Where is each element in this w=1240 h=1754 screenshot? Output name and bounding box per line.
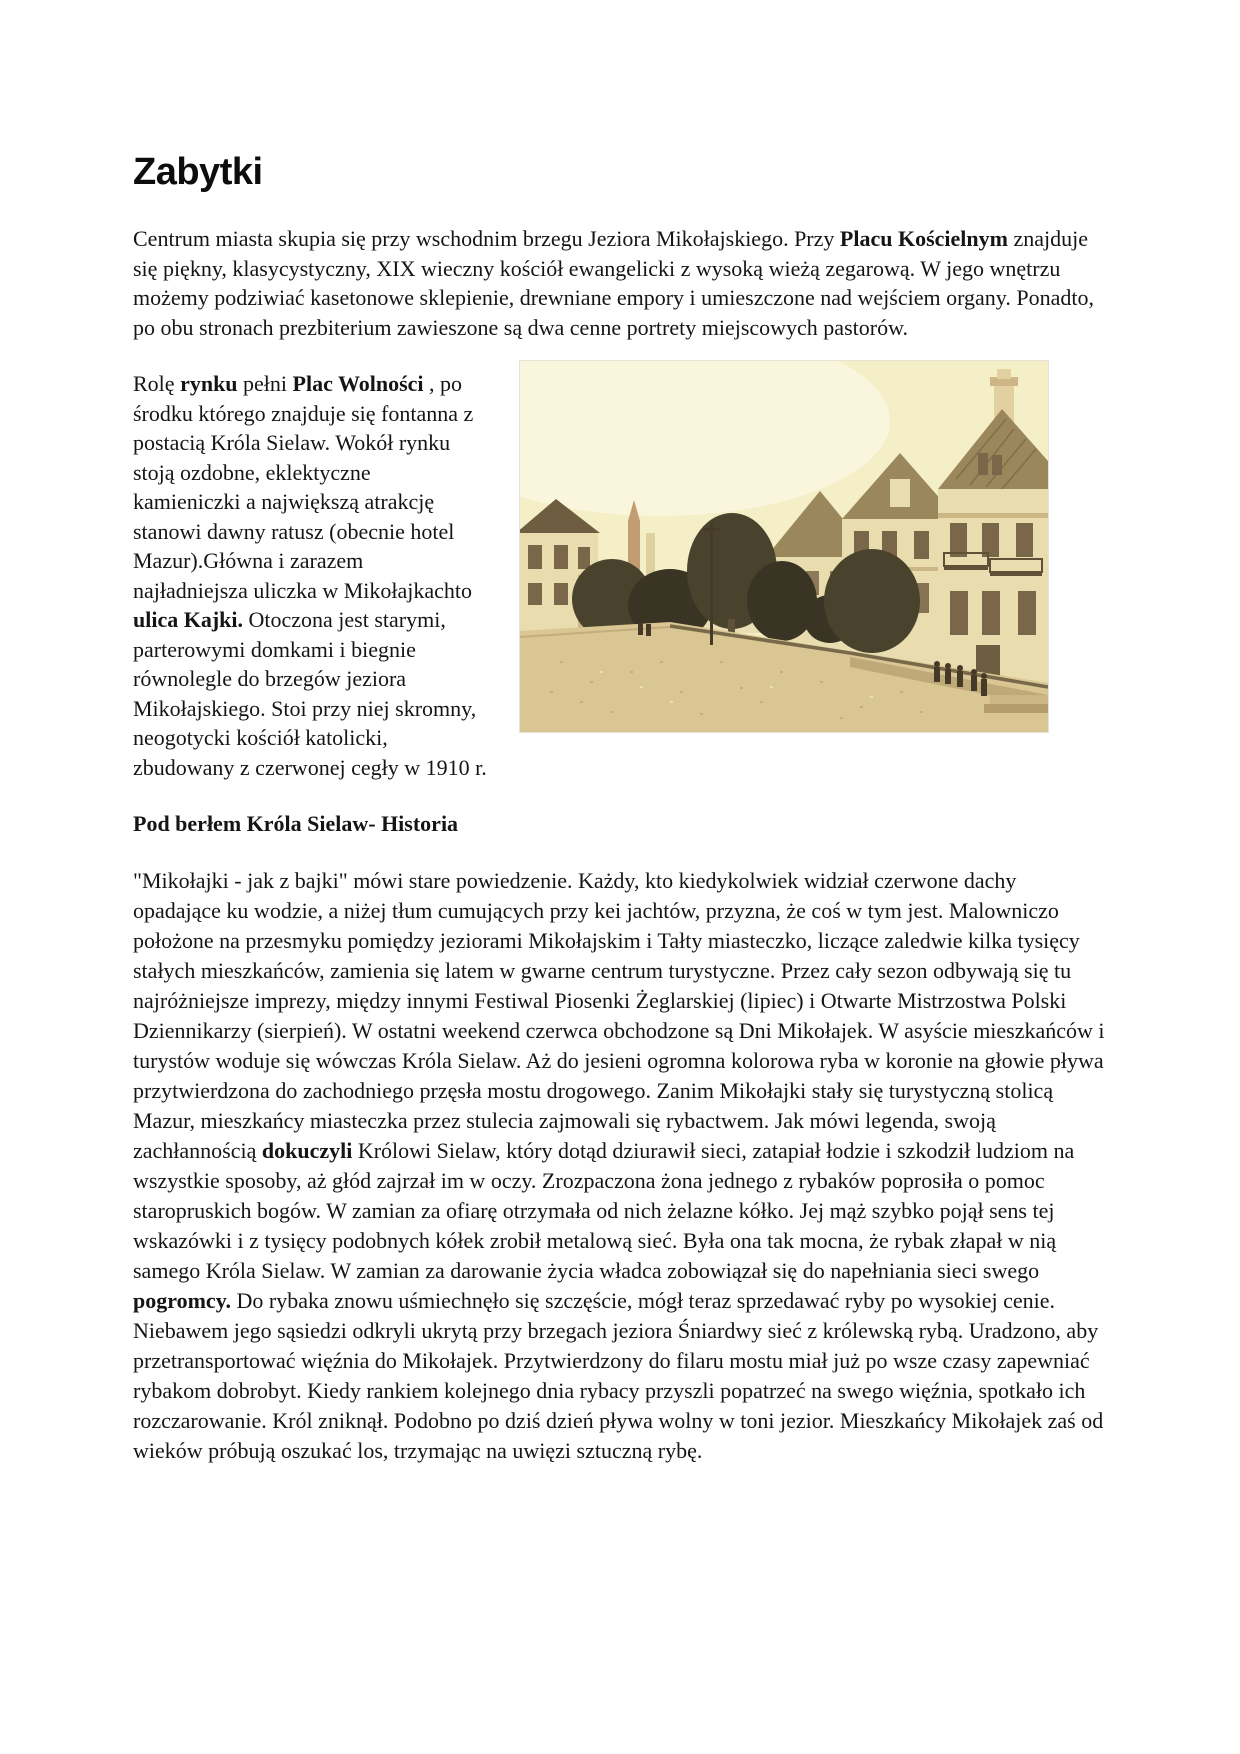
market-paragraph: Rolę rynku pełni Plac Wolności , po środku którego znajduje się fontanna z postacią Króla Sielaw. Wokół rynku stoją ozdobne, eklektyczne kamieniczki a największą atrakcję stanowi dawny ratusz (obecnie hotel Mazur).Główna i zarazem najładniejsza uliczka w Mikołajkachto ulica Kajki. Otoczona jest starymi, parterowymi domkami i biegnie równolegle do brzegów jeziora Mikołajskiego. Stoi przy niej skromny, neogotycki kościół katolicki, zbudowany z czerwonej cegły w 1910 r. bbox=[133, 371, 487, 780]
history-heading: Pod berłem Króla Sielaw- Historia bbox=[133, 811, 459, 836]
street-photo bbox=[520, 361, 1048, 732]
history-paragraph: "Mikołajki - jak z bajki" mówi stare powiedzenie. Każdy, kto kiedykolwiek widział czerwone dachy opadające ku wodzie, a niżej tłum cumujących przy kei jachtów, przyzna, że coś w tym jest. Malowniczo położone na przesmyku pomiędzy jeziorami Mikołajskim i Tałty miasteczko, liczące zaledwie kilka tysięcy stałych mieszkańców, zamienia się latem w gwarne centrum turystyczne. Przez cały sezon odbywają się tu najróżniejsze imprezy, między innymi Festiwal Piosenki Żeglarskiej (lipiec) i Otwarte Mistrzostwa Polski Dziennikarzy (sierpień). W ostatni weekend czerwca obchodzone są Dni Mikołajek. W asyście mieszkańców i turystów woduje się wówczas Króla Sielaw. Aż do jesieni ogromna kolorowa ryba w koronie na głowie pływa przytwierdzona do zachodniego przęsła mostu drogowego. Zanim Mikołajki stały się turystyczną stolicą Mazur, mieszkańcy miasteczka przez stulecia zajmowali się rybactwem. Jak mówi legenda, swoją zachłannością dokuczyli Królowi Sielaw, który dotąd dziurawił sieci, zatapiał łodzie i szkodził ludziom na wszystkie sposoby, aż głód zajrzał im w oczy. Zrozpaczona żona jednego z rybaków poprosiła o pomoc staropruskich bogów. W zamian za ofiarę otrzymała od nich żelazne kółko. Jej mąż szybko pojął sens tej wskazówki i z tysięcy podobnych kółek zrobił metalową sieć. Była ona tak mocna, że rybak złapał w nią samego Króla Sielaw. W zamian za darowanie życia władca zobowiązał się do napełniania sieci swego pogromcy. Do rybaka znowu uśmiechnęło się szczęście, mógł teraz sprzedawać ryby po wysokiej cenie. Niebawem jego sąsiedzi odkryli ukrytą przy brzegach jeziora Śniardwy sieć z królewską rybą. Uradzono, aby przetransportować więźnia do Mikołajek. Przytwierdzony do filaru mostu miał już po wsze czasy zapewniać rybakom dobrobyt. Kiedy rankiem kolejnego dnia rybacy przyszli popatrzeć na swego więźnia, spotkało ich rozczarowanie. Król zniknął. Podobno po dziś dzień pływa wolny w toni jezior. Mieszkańcy Mikołajek zaś od wieków próbują oszukać los, trzymając na uwięzi sztuczną rybę. bbox=[133, 867, 1105, 1463]
market-section bbox=[133, 369, 1107, 809]
street-photo-illustration bbox=[520, 361, 1048, 732]
page-title: Zabytki bbox=[133, 151, 263, 193]
intro-paragraph: Centrum miasta skupia się przy wschodnim brzegu Jeziora Mikołajskiego. Przy Placu Kościelnym znajduje się piękny, klasycystyczny, XIX wieczny kościół ewangelicki z wysoką wieżą zegarową. W jego wnętrzu możemy podziwiać kasetonowe sklepienie, drewniane empory i umieszczone nad wejściem organy. Ponadto, po obu stronach prezbiterium zawieszone są dwa cenne portrety miejscowych pastorów. bbox=[133, 226, 1094, 340]
steps-icon bbox=[990, 695, 1048, 704]
